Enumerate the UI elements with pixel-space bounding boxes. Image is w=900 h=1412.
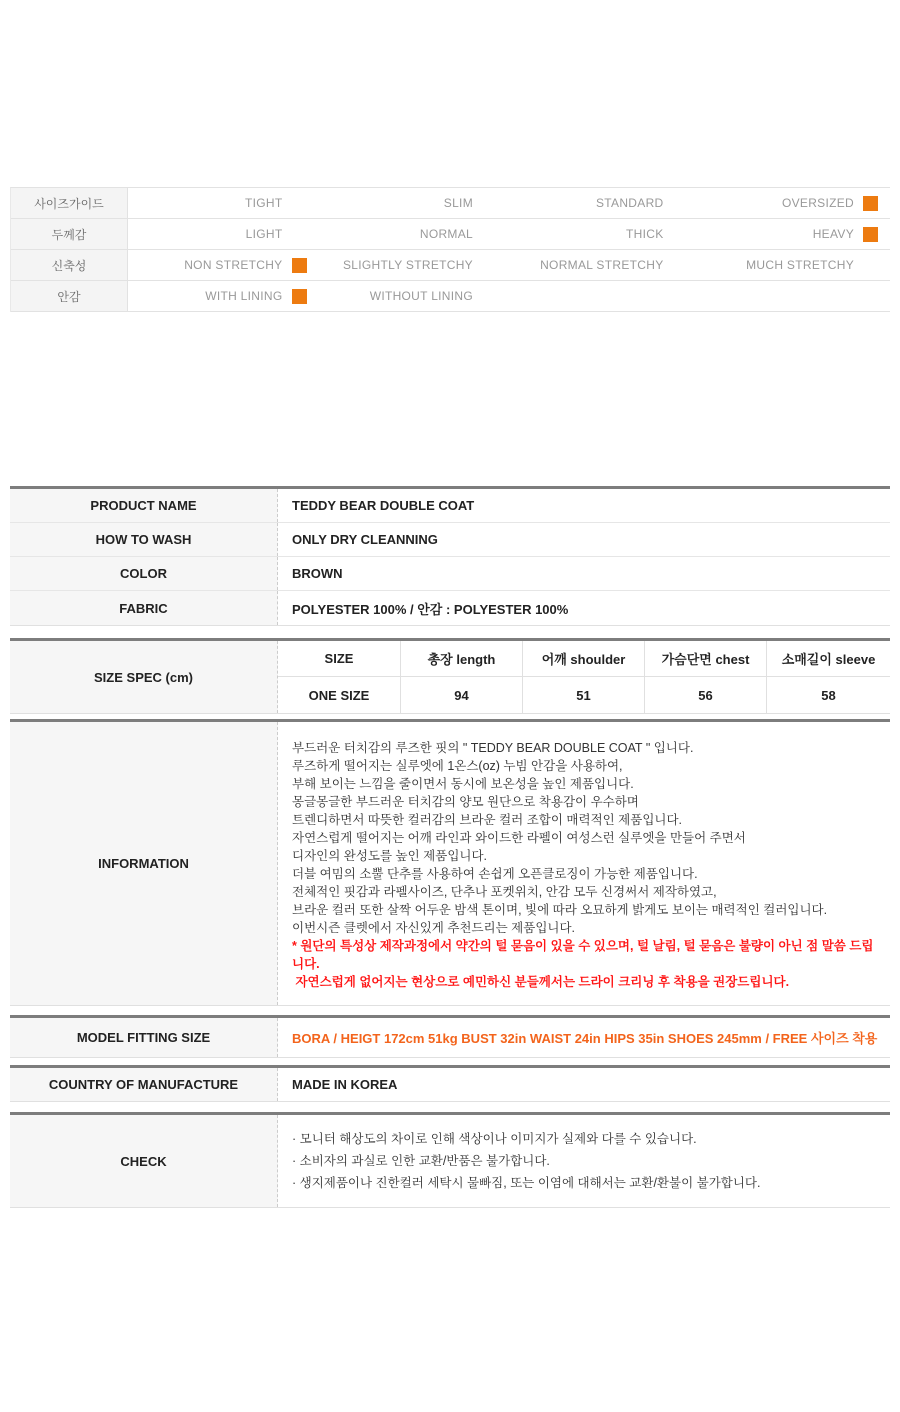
option-cell xyxy=(319,219,510,249)
manufacture-table xyxy=(10,1065,890,1102)
option-label: WITHOUT LINING xyxy=(369,289,473,303)
size-guide-row-label: 사이즈가이드 xyxy=(11,188,128,218)
color-value: BROWN xyxy=(292,566,343,581)
size-guide-row-fit xyxy=(11,188,890,219)
info-warning-line: 자연스럽게 없어지는 현상으로 예민하신 분들께서는 드라이 크리닝 후 착용을 권장드립니다. xyxy=(292,975,790,989)
how-to-wash-value: ONLY DRY CLEANNING xyxy=(292,532,438,547)
size-guide-table xyxy=(10,187,890,312)
option-cell xyxy=(509,250,700,280)
size-guide-row-stretch xyxy=(11,250,890,281)
product-name-row xyxy=(10,489,890,523)
model-fitting-value: BORA / HEIGT 172cm 51kg BUST 32in WAIST 24in HIPS 35in SHOES 245mm / FREE 사이즈 착용 xyxy=(292,1031,878,1046)
option-cell xyxy=(128,219,319,249)
option-cell xyxy=(509,188,700,218)
option-cell xyxy=(319,281,510,311)
info-line: 더블 여밈의 소뿔 단추를 사용하여 손쉽게 오픈클로징이 가능한 제품입니다. xyxy=(292,867,698,881)
check-table xyxy=(10,1112,890,1208)
size-guide-row-label: 두께감 xyxy=(11,219,128,249)
selected-marker-icon xyxy=(863,227,878,242)
information-text xyxy=(278,722,890,1005)
color-label: COLOR xyxy=(10,557,278,590)
info-warning-line: * 원단의 특성상 제작과정에서 약간의 털 묻음이 있을 수 있으며, 털 날림, 털 묻음은 불량이 아닌 점 말씀 드립니다. xyxy=(292,939,874,971)
fabric-label: FABRIC xyxy=(10,591,278,625)
option-cell xyxy=(128,188,319,218)
product-name-label: PRODUCT NAME xyxy=(10,489,278,522)
option-cell xyxy=(319,188,510,218)
info-line: 이번시즌 클렛에서 자신있게 추천드리는 제품입니다. xyxy=(292,921,576,935)
option-cell xyxy=(700,250,891,280)
information-label: INFORMATION xyxy=(10,722,278,1005)
option-label: NON STRETCHY xyxy=(184,258,283,272)
option-cell xyxy=(700,188,891,218)
option-label: SLIM xyxy=(443,196,473,210)
color-row xyxy=(10,557,890,591)
size-spec-col-header: 어깨 shoulder xyxy=(522,641,644,677)
selected-marker-icon xyxy=(863,196,878,211)
option-cell xyxy=(128,250,319,280)
info-line: 브라운 컬러 또한 살짝 어두운 밤색 톤이며, 빛에 따라 오묘하게 밝게도 보이는 매력적인 컬러입니다. xyxy=(292,903,828,917)
manufacture-label: COUNTRY OF MANUFACTURE xyxy=(10,1068,278,1101)
check-item: · 모니터 해상도의 차이로 인해 색상이나 이미지가 실제와 다를 수 있습니다. xyxy=(292,1132,697,1146)
size-guide-row-label: 안감 xyxy=(11,281,128,311)
model-fitting-label: MODEL FITTING SIZE xyxy=(10,1018,278,1057)
option-cell xyxy=(319,250,510,280)
option-cell xyxy=(128,281,319,311)
size-spec-table xyxy=(10,638,890,714)
fabric-value: POLYESTER 100% / 안감 : POLYESTER 100% xyxy=(292,601,569,617)
size-spec-value: 58 xyxy=(766,677,890,713)
size-spec-col-header: 가슴단면 chest xyxy=(644,641,766,677)
info-line: 루즈하게 떨어지는 실루엣에 1온스(oz) 누빔 안감을 사용하여, xyxy=(292,759,623,773)
option-label: TIGHT xyxy=(245,196,283,210)
product-info-table xyxy=(10,486,890,626)
model-fitting-row xyxy=(10,1018,890,1057)
information-table xyxy=(10,719,890,1006)
info-line: 몽글몽글한 부드러운 터치감의 양모 원단으로 착용감이 우수하며 xyxy=(292,795,639,809)
manufacture-row xyxy=(10,1068,890,1101)
info-line: 디자인의 완성도를 높인 제품입니다. xyxy=(292,849,488,863)
check-label: CHECK xyxy=(10,1115,278,1207)
option-label: MUCH STRETCHY xyxy=(746,258,854,272)
option-label: NORMAL STRETCHY xyxy=(540,258,664,272)
size-spec-value: 51 xyxy=(522,677,644,713)
selected-marker-icon xyxy=(292,289,307,304)
option-label: HEAVY xyxy=(812,227,854,241)
how-to-wash-label: HOW TO WASH xyxy=(10,523,278,556)
size-guide-row-lining xyxy=(11,281,890,312)
info-line: 트렌디하면서 따뜻한 컬러감의 브라운 컬러 조합이 매력적인 제품입니다. xyxy=(292,813,683,827)
option-label: NORMAL xyxy=(419,227,473,241)
size-spec-value: ONE SIZE xyxy=(308,687,370,703)
option-label: OVERSIZED xyxy=(781,196,854,210)
product-name-value: TEDDY BEAR DOUBLE COAT xyxy=(292,498,475,513)
info-line: 전체적인 핏감과 라펠사이즈, 단추나 포켓위치, 안감 모두 신경써서 제작하였고, xyxy=(292,885,717,899)
option-label: WITH LINING xyxy=(205,289,283,303)
size-spec-col-header: SIZE xyxy=(278,641,400,677)
product-detail-page xyxy=(10,187,890,1208)
check-item: · 생지제품이나 진한컬러 세탁시 물빠짐, 또는 이염에 대해서는 교환/환불이 불가합니다. xyxy=(292,1176,761,1190)
info-line: 부해 보이는 느낌을 줄이면서 동시에 보온성을 높인 제품입니다. xyxy=(292,777,634,791)
info-line: 자연스럽게 떨어지는 어깨 라인과 와이드한 라펠이 여성스런 실루엣을 만들어 주면서 xyxy=(292,831,746,845)
how-to-wash-row xyxy=(10,523,890,557)
size-spec-col-header: 총장 length xyxy=(400,641,522,677)
option-cell xyxy=(509,281,700,311)
size-guide-row-thickness xyxy=(11,219,890,250)
option-label: STANDARD xyxy=(595,196,664,210)
option-label: LIGHT xyxy=(245,227,283,241)
selected-marker-icon xyxy=(292,258,307,273)
check-item: · 소비자의 과실로 인한 교환/반품은 불가합니다. xyxy=(292,1154,550,1168)
info-line: 부드러운 터치감의 루즈한 핏의 " TEDDY BEAR DOUBLE COAT " 입니다. xyxy=(292,741,694,755)
model-fitting-table xyxy=(10,1015,890,1058)
manufacture-value: MADE IN KOREA xyxy=(292,1077,398,1092)
fabric-row xyxy=(10,591,890,625)
size-spec-label: SIZE SPEC (cm) xyxy=(10,641,278,713)
size-guide-row-label: 신축성 xyxy=(11,250,128,280)
check-list xyxy=(278,1115,890,1207)
option-label: SLIGHTLY STRETCHY xyxy=(342,258,473,272)
size-spec-value: 56 xyxy=(644,677,766,713)
size-spec-col-header: 소매길이 sleeve xyxy=(766,641,890,677)
option-cell xyxy=(509,219,700,249)
size-spec-value: 94 xyxy=(400,677,522,713)
option-cell xyxy=(700,281,891,311)
option-cell xyxy=(700,219,891,249)
option-label: THICK xyxy=(626,227,664,241)
